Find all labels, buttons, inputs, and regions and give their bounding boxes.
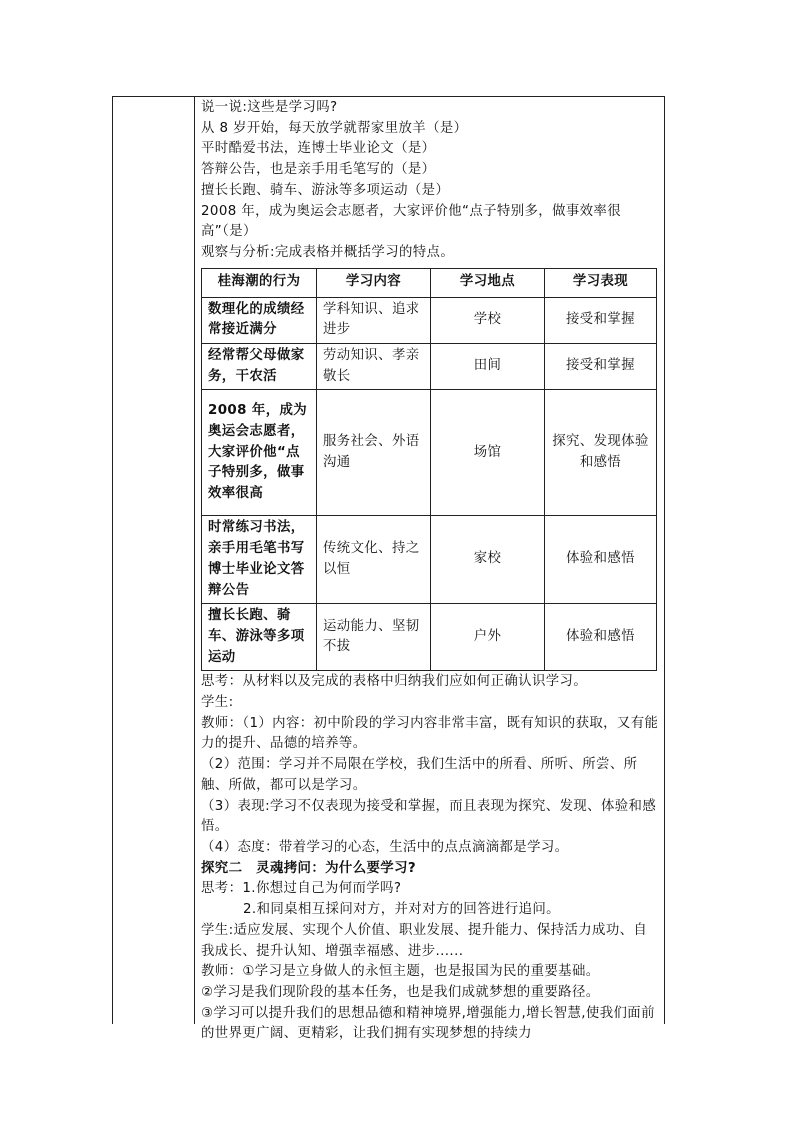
- student-answer: 学生:适应发展、实现个人价值、职业发展、提升能力、保持活力成功、自我成长、提升认知、增强幸福感、进步......: [201, 922, 648, 959]
- cell-behavior: 经常帮父母做家务，干农活: [202, 344, 317, 390]
- cell-performance: 接受和掌握: [545, 297, 657, 343]
- cell-behavior: 时常练习书法，亲手用毛笔书写博士毕业论文答辩公告: [202, 516, 317, 604]
- teacher-point: ②学习是我们现阶段的基本任务，也是我们成就梦想的重要路径。: [201, 984, 600, 1000]
- cell-content: 运动能力、坚韧不拔: [317, 604, 431, 671]
- cell-place: 田间: [431, 344, 545, 390]
- cell-content: 传统文化、持之以恒: [317, 516, 431, 604]
- header-behavior: 桂海潮的行为: [202, 268, 317, 297]
- cell-place: 户外: [431, 604, 545, 671]
- think-question: 思考：从材料以及完成的表格中归纳我们应如何正确认识学习。: [201, 674, 588, 690]
- student-label: 学生:: [201, 695, 234, 711]
- cell-behavior: 擅长长跑、骑车、游泳等多项运动: [202, 604, 317, 671]
- header-place: 学习地点: [431, 268, 545, 297]
- cell-content: 劳动知识、孝亲敬长: [317, 344, 431, 390]
- table-header-row: [202, 268, 657, 297]
- header-performance: 学习表现: [545, 268, 657, 297]
- cell-performance: 探究、发现体验和感悟: [545, 390, 657, 516]
- intro-item: 擅长长跑、骑车、游泳等多项运动（是）: [201, 182, 450, 198]
- teacher-point: （2）范围：学习并不局限在学校，我们生活中的所看、所听、所尝、所触、所做，都可以是学习。: [201, 757, 638, 793]
- header-content: 学习内容: [317, 268, 431, 297]
- teacher-point: ③学习可以提升我们的思想品德和精神境界,增强能力,增长智慧,使我们面前的世界更广阔、更精彩，让我们拥有实现梦想的持续力: [201, 1005, 655, 1042]
- cell-content: 服务社会、外语沟通: [317, 390, 431, 516]
- teacher-point: 教师：（1）内容：初中阶段的学习内容非常丰富，既有知识的获取，又有能力的提升、品德的培养等。: [201, 715, 659, 752]
- intro-item: 平时酷爱书法，连博士毕业论文（是）: [201, 141, 436, 157]
- cell-performance: 接受和掌握: [545, 344, 657, 390]
- think-question: 思考：1.你想过自己为何而学吗?: [201, 881, 402, 897]
- table-row: [202, 297, 657, 343]
- think-question: 2.和同桌相互採问对方，并对对方的回答进行追问。: [243, 902, 560, 918]
- table-row: [202, 604, 657, 671]
- intro-item: 从 8 岁开始，每天放学就帮家里放羊（是）: [201, 120, 468, 136]
- table-row: [202, 390, 657, 516]
- teacher-point: （4）态度：带着学习的心态，生活中的点点滴滴都是学习。: [201, 839, 569, 855]
- teacher-point: 教师：①学习是立身做人的永恒主题，也是报国为民的重要基础。: [201, 964, 600, 980]
- teacher-point: （3）表现:学习不仅表现为接受和掌握，而且表现为探究、发现、体验和感悟。: [201, 798, 657, 835]
- cell-behavior: 数理化的成绩经常接近满分: [202, 297, 317, 343]
- cell-place: 家校: [431, 516, 545, 604]
- cell-content: 学科知识、追求进步: [317, 297, 431, 343]
- lesson-content: [201, 98, 659, 1045]
- analysis-instruction: 观察与分析:完成表格并概括学习的特点。: [201, 244, 455, 260]
- column-divider: [194, 96, 195, 1024]
- cell-behavior: 2008 年，成为奥运会志愿者，大家评价他“点子特别多，做事效率很高: [202, 390, 317, 516]
- cell-place: 学校: [431, 297, 545, 343]
- intro-heading: 说一说:这些是学习吗?: [201, 100, 338, 115]
- cell-performance: 体验和感悟: [545, 604, 657, 671]
- intro-item: 2008 年，成为奥运会志愿者，大家评价他“点子特别多，做事效率很高”（是）: [201, 203, 622, 240]
- table-row: [202, 516, 657, 604]
- learning-table: [201, 268, 657, 672]
- cell-place: 场馆: [431, 390, 545, 516]
- intro-item: 答辩公告，也是亲手用毛笔写的（是）: [201, 162, 436, 178]
- cell-performance: 体验和感悟: [545, 516, 657, 604]
- section-title: 探究二 灵魂拷问：为什么要学习?: [201, 860, 417, 876]
- table-row: [202, 344, 657, 390]
